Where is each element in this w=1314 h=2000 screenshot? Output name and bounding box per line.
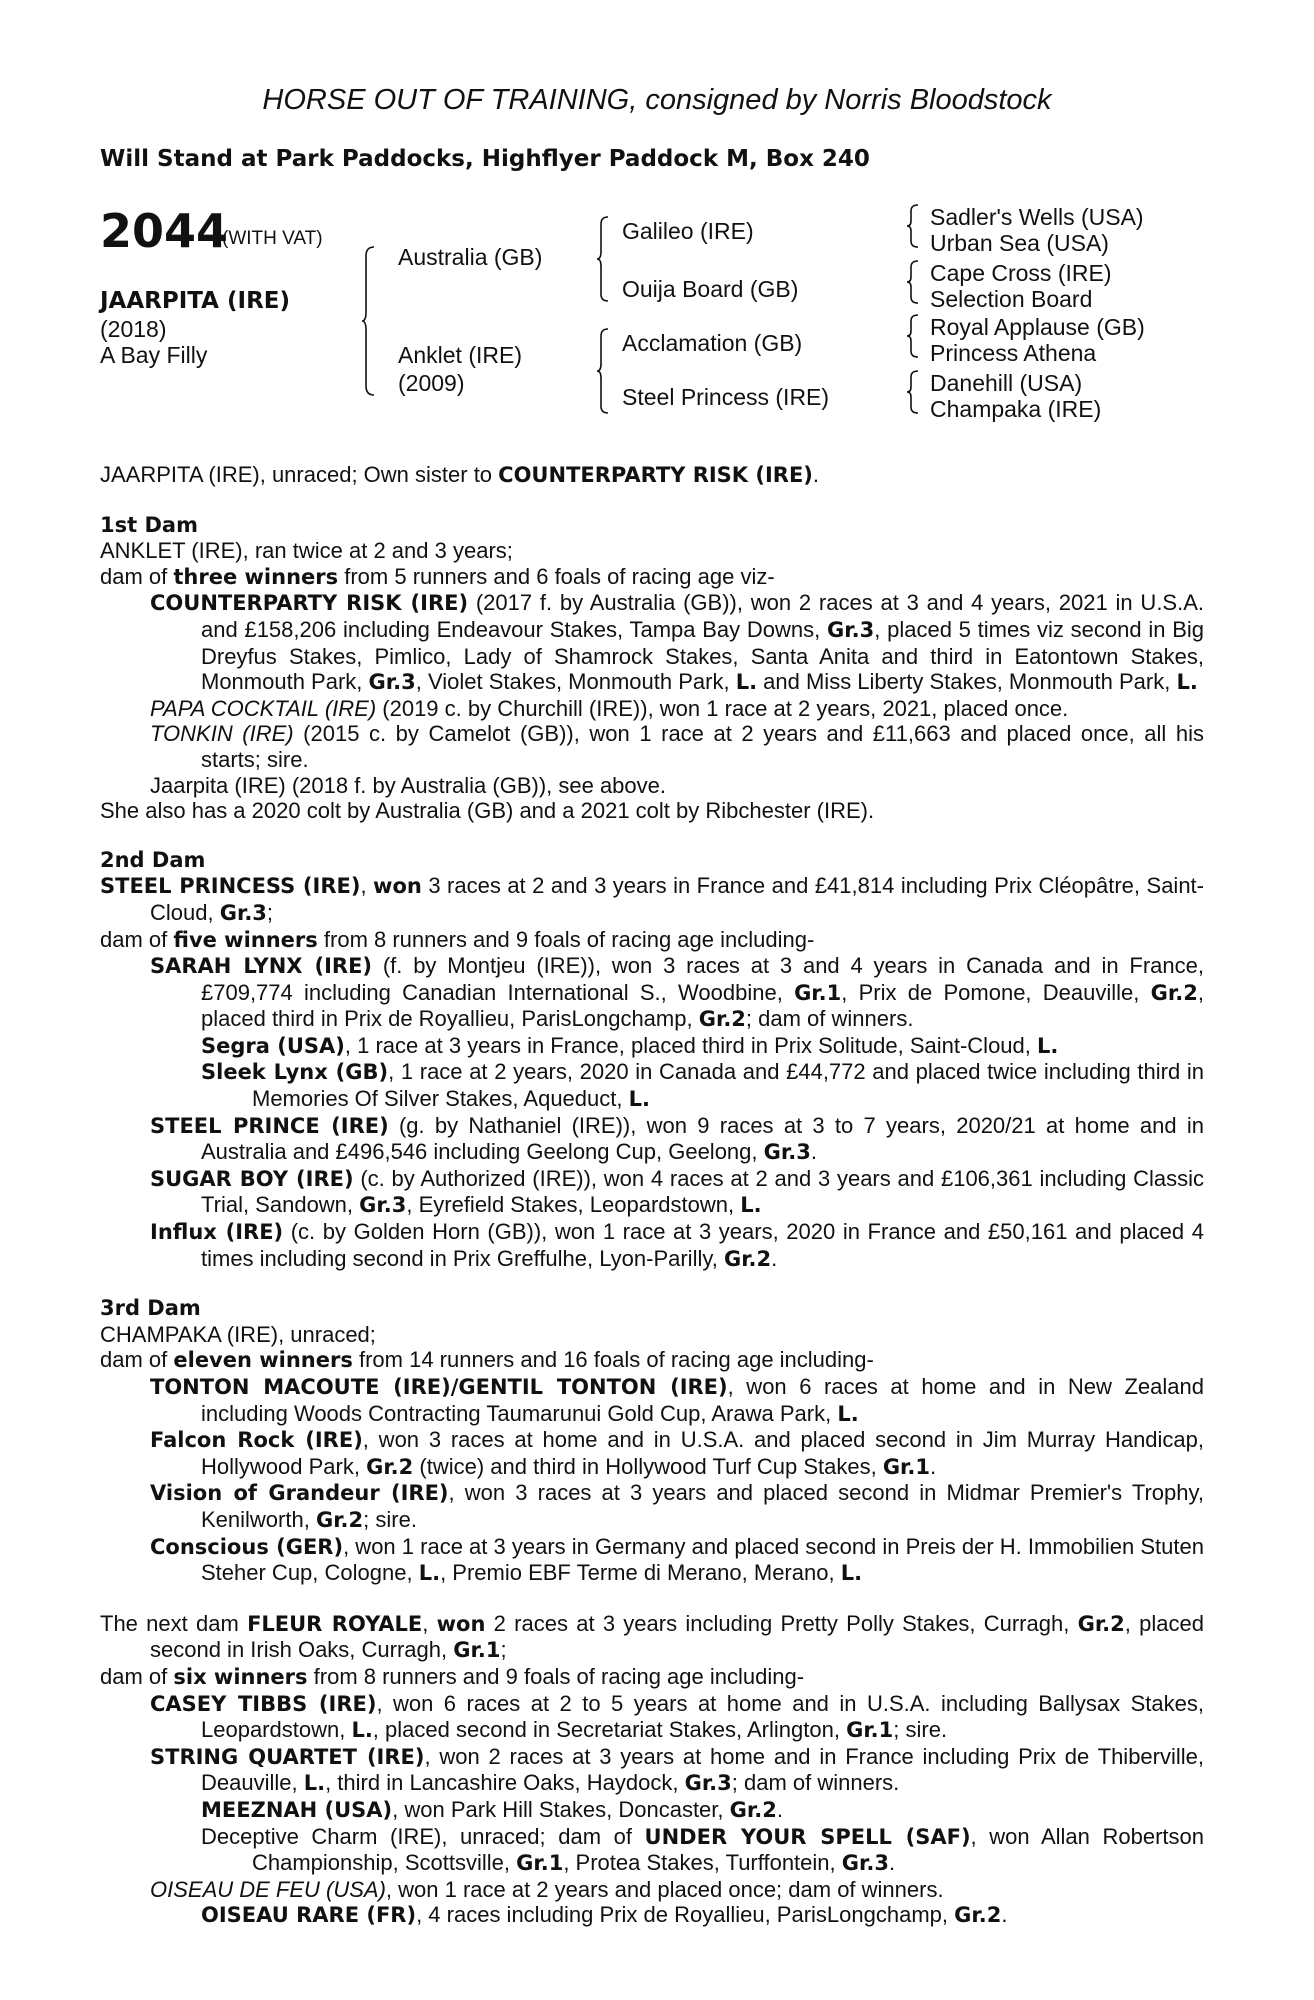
pedigree-brace-sd xyxy=(906,260,920,304)
produce-entry: STEEL PRINCE (IRE) (g. by Nathaniel (IRE)), won 9 races at 3 to 7 years, 2020/21 at home and in Australia and £496,546 including Geelong Cup, Geelong, Gr.3. xyxy=(150,1112,1205,1165)
produce-entry: PAPA COCKTAIL (IRE) (2019 c. by Churchill (IRE)), won 1 race at 2 years, 2021, placed once. xyxy=(150,695,1069,721)
produce-entry: Deceptive Charm (IRE), unraced; dam of UNDER YOUR SPELL (SAF), won Allan Robertson Championship, Scottsville, Gr.1, Protea Stakes, Turffontein, Gr.3. xyxy=(201,1823,1204,1876)
produce-entry: Influx (IRE) (c. by Golden Horn (GB)), won 1 race at 3 years, 2020 in France and £50,161 and placed 4 times including second in Prix Greffulhe, Lyon-Parilly, Gr.2. xyxy=(150,1219,1204,1271)
second-dam-heading: 2nd Dam xyxy=(100,847,206,872)
pedigree-sds: Cape Cross (IRE) xyxy=(930,260,1112,286)
pedigree-dam-year: (2009) xyxy=(398,370,465,396)
horse-name: JAARPITA (IRE) xyxy=(100,288,290,314)
produce-entry: TONTON MACOUTE (IRE)/GENTIL TONTON (IRE), won 6 races at home and in New Zealand including Woods Contracting Taumarunui Gold Cup, Arawa Park, L. xyxy=(150,1374,1204,1426)
first-dam-produce-line: dam of three winners from 5 runners and 6 foals of racing age viz- xyxy=(100,563,775,589)
pedigree-dsd: Princess Athena xyxy=(930,340,1097,366)
produce-entry: CASEY TIBBS (IRE), won 6 races at 2 to 5 years at home and in U.S.A. including Ballysax Stakes, Leopardstown, L., placed second in Secretariat Stakes, Arlington, Gr.1; sire. xyxy=(150,1690,1204,1743)
horse-description: A Bay Filly xyxy=(100,342,208,368)
third-dam-heading: 3rd Dam xyxy=(100,1296,201,1321)
second-dam-produce-line: dam of five winners from 8 runners and 9 foals of racing age including- xyxy=(100,926,815,952)
third-dam-line: CHAMPAKA (IRE), unraced; xyxy=(100,1321,376,1347)
produce-entry: TONKIN (IRE) (2015 c. by Camelot (GB)), won 1 race at 2 years and £11,663 and placed once, all his starts; sire. xyxy=(150,721,1204,772)
produce-entry: SARAH LYNX (IRE) (f. by Montjeu (IRE)), won 3 races at 3 and 4 years in Canada and in France, £709,774 including Canadian International S., Woodbine, Gr.1, Prix de Pomone, Deauville, Gr.2, placed third in Prix de Royallieu, ParisLongchamp, Gr.2; dam of winners. xyxy=(150,953,1204,1032)
lot-number: 2044 xyxy=(100,204,229,258)
stand-location: Will Stand at Park Paddocks, Highflyer Paddock M, Box 240 xyxy=(100,146,870,172)
produce-entry: MEEZNAH (USA), won Park Hill Stakes, Doncaster, Gr.2. xyxy=(201,1796,783,1822)
pedigree-dss: Royal Applause (GB) xyxy=(930,314,1145,340)
pedigree-dds: Danehill (USA) xyxy=(930,370,1083,396)
produce-entry: Conscious (GER), won 1 race at 3 years in Germany and placed second in Preis der H. Immobilien Stuten Steher Cup, Cologne, L., Premio EBF Terme di Merano, Merano, L. xyxy=(150,1533,1204,1586)
pedigree-sss: Sadler's Wells (USA) xyxy=(930,204,1144,230)
next-dam-produce-line: dam of six winners from 8 runners and 9 foals of racing age including- xyxy=(100,1663,805,1689)
produce-entry: Sleek Lynx (GB), 1 race at 2 years, 2020 in Canada and £44,772 and placed twice including third in Memories Of Silver Stakes, Aqueduct, L. xyxy=(201,1059,1204,1112)
pedigree-ssd: Urban Sea (USA) xyxy=(930,230,1109,256)
produce-entry: OISEAU RARE (FR), 4 races including Prix de Royallieu, ParisLongchamp, Gr.2. xyxy=(201,1902,1008,1928)
pedigree-sire: Australia (GB) xyxy=(398,244,543,270)
first-dam-line: ANKLET (IRE), ran twice at 2 and 3 years; xyxy=(100,538,513,564)
second-dam-line: STEEL PRINCESS (IRE), won 3 races at 2 and 3 years in France and £41,814 including Prix Cléopâtre, Saint-Cloud, Gr.3; xyxy=(100,873,1204,925)
pedigree-brace-dam xyxy=(596,328,610,414)
first-dam-heading: 1st Dam xyxy=(100,512,198,537)
produce-entry: COUNTERPARTY RISK (IRE) (2017 f. by Australia (GB)), won 2 races at 3 and 4 years, 2021 in U.S.A. and £158,206 including Endeavour Stakes, Tampa Bay Downs, Gr.3, placed 5 times viz second in Big Dreyfus Stakes, Pimlico, Lady of Shamrock Stakes, Santa Anita and third in Eatontown Stakes, Monmouth Park, Gr.3, Violet Stakes, Monmouth Park, L. and Miss Liberty Stakes, Monmouth Park, L. xyxy=(150,590,1205,695)
intro-line: JAARPITA (IRE), unraced; Own sister to COUNTERPARTY RISK (IRE). xyxy=(100,462,820,487)
produce-entry: Jaarpita (IRE) (2018 f. by Australia (GB)), see above. xyxy=(150,772,667,798)
first-dam-note: She also has a 2020 colt by Australia (GB) and a 2021 colt by Ribchester (IRE). xyxy=(100,798,875,824)
pedigree-sire-sire: Galileo (IRE) xyxy=(622,218,754,244)
pedigree-brace-sire xyxy=(596,216,610,302)
produce-entry: OISEAU DE FEU (USA), won 1 race at 2 years and placed once; dam of winners. xyxy=(150,1876,944,1902)
third-dam-produce-line: dam of eleven winners from 14 runners and 16 foals of racing age including- xyxy=(100,1347,874,1373)
next-dam-line: The next dam FLEUR ROYALE, won 2 races at 3 years including Pretty Polly Stakes, Curragh, Gr.2, placed second in Irish Oaks, Curragh, Gr.1; xyxy=(100,1610,1204,1663)
catalogue-body xyxy=(100,462,1204,1929)
pedigree-brace-ss xyxy=(906,204,920,248)
pedigree-dam-dam: Steel Princess (IRE) xyxy=(622,384,830,410)
pedigree-brace-ds xyxy=(906,314,920,358)
produce-entry: Vision of Grandeur (IRE), won 3 races at 3 years and placed second in Midmar Premier's Trophy, Kenilworth, Gr.2; sire. xyxy=(150,1480,1204,1532)
produce-entry: STRING QUARTET (IRE), won 2 races at 3 years at home and in France including Prix de Thiberville, Deauville, L., third in Lancashire Oaks, Haydock, Gr.3; dam of winners. xyxy=(150,1743,1205,1796)
vat-note: (WITH VAT) xyxy=(222,228,323,249)
horse-year: (2018) xyxy=(100,316,167,342)
pedigree-ddd: Champaka (IRE) xyxy=(930,396,1102,422)
pedigree-brace-dd xyxy=(906,370,920,414)
pedigree-dam-sire: Acclamation (GB) xyxy=(622,330,803,356)
pedigree-sdd: Selection Board xyxy=(930,286,1093,312)
page-title: HORSE OUT OF TRAINING, consigned by Norris Bloodstock xyxy=(262,84,1052,116)
pedigree-brace-main xyxy=(362,246,376,396)
pedigree-sire-dam: Ouija Board (GB) xyxy=(622,276,799,302)
produce-entry: SUGAR BOY (IRE) (c. by Authorized (IRE)), won 4 races at 2 and 3 years and £106,361 including Classic Trial, Sandown, Gr.3, Eyrefield Stakes, Leopardstown, L. xyxy=(150,1165,1204,1218)
produce-entry: Segra (USA), 1 race at 3 years in France, placed third in Prix Solitude, Saint-Cloud, L. xyxy=(201,1032,1059,1058)
pedigree-dam: Anklet (IRE) xyxy=(398,342,522,368)
produce-entry: Falcon Rock (IRE), won 3 races at home and in U.S.A. and placed second in Jim Murray Handicap, Hollywood Park, Gr.2 (twice) and third in Hollywood Turf Cup Stakes, Gr.1. xyxy=(150,1427,1205,1479)
